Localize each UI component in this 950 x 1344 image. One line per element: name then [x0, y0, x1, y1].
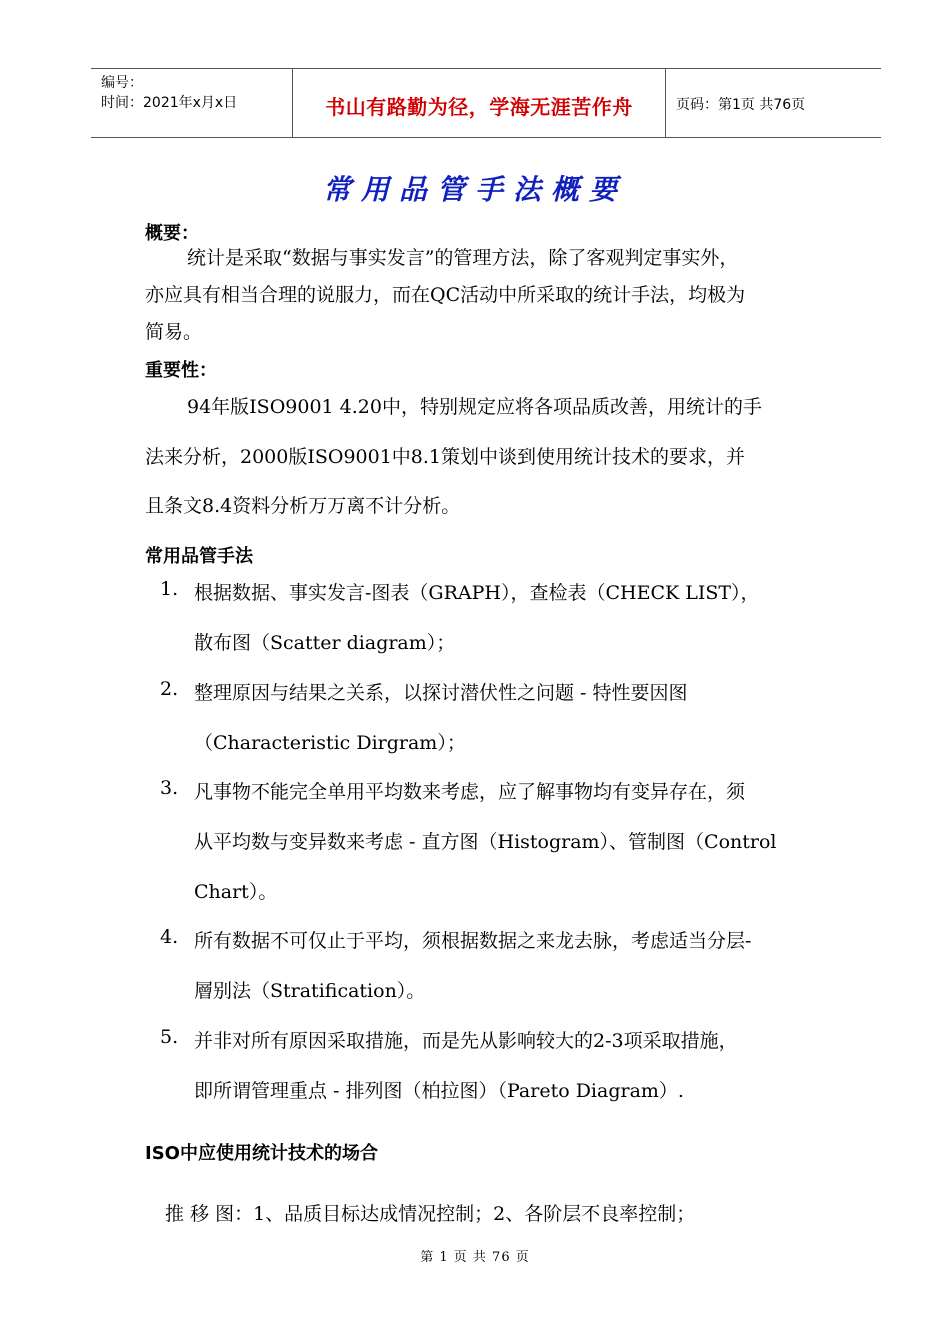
- methods-heading: 常用品管手法: [145, 546, 253, 567]
- header-info-cell: [91, 69, 293, 137]
- item-number: 3.: [160, 777, 179, 799]
- item-number: 1.: [160, 578, 179, 600]
- item-line: 即所谓管理重点 - 排列图（柏拉图）（Pareto Diagram）.: [194, 1080, 684, 1102]
- item-line: 并非对所有原因采取措施，而是先从影响较大的2-3项采取措施，: [194, 1030, 738, 1052]
- item-number: 4.: [160, 926, 179, 948]
- item-line: 整理原因与结果之关系，以探讨潜伏性之问题 - 特性要因图: [194, 682, 688, 704]
- item-number: 2.: [160, 678, 179, 700]
- importance-line: 94年版ISO9001 4.20中，特别规定应将各项品质改善，用统计的手: [187, 396, 762, 418]
- page-title: 常用品管手法概要: [322, 173, 627, 206]
- item-line: 散布图（Scatter diagram）；: [194, 632, 456, 654]
- page-code: 页码：第1页 共76页: [676, 97, 806, 113]
- iso-heading: ISO中应使用统计技术的场合: [145, 1143, 378, 1164]
- item-line: 所有数据不可仅止于平均，须根据数据之来龙去脉，考虑适当分层-: [194, 930, 752, 952]
- item-line: （Characteristic Dirgram）；: [194, 732, 466, 754]
- header-motto-cell: [293, 69, 666, 137]
- header-page-cell: [666, 69, 881, 137]
- summary-line: 统计是采取“数据与事实发言”的管理方法，除了客观判定事实外，: [187, 247, 739, 269]
- item-line: 根据数据、事实发言-图表（GRAPH），查检表（CHECK LIST），: [194, 582, 760, 604]
- page-footer: 第 1 页 共 76 页: [420, 1250, 530, 1265]
- motto: 书山有路勤为径，学海无涯苦作舟: [325, 95, 633, 119]
- item-line: 凡事物不能完全单用平均数来考虑，应了解事物均有变异存在，须: [194, 781, 746, 803]
- summary-line: 亦应具有相当合理的说服力，而在QC活动中所采取的统计手法，均极为: [145, 284, 746, 306]
- summary-line: 简易。: [145, 321, 203, 343]
- item-number: 5.: [160, 1026, 179, 1048]
- number-label: 编号：: [101, 75, 143, 91]
- item-line: Chart）。: [194, 881, 278, 903]
- item-line: 層别法（Stratification）。: [194, 980, 426, 1002]
- document-header: [91, 68, 881, 138]
- item-line: 从平均数与变异数来考虑 - 直方图（Histogram）、管制图（Control: [194, 831, 777, 853]
- importance-line: 且条文8.4资料分析万万离不计分析。: [145, 495, 461, 517]
- importance-line: 法来分析，2000版ISO9001中8.1策划中谈到使用统计技术的要求，并: [145, 446, 746, 468]
- iso-line: 推 移 图：1、品质目标达成情况控制；2、各阶层不良率控制；: [165, 1203, 696, 1225]
- summary-heading: 概要：: [145, 223, 199, 244]
- time-label: 时间：2021年x月x日: [101, 95, 238, 111]
- importance-heading: 重要性：: [145, 360, 217, 381]
